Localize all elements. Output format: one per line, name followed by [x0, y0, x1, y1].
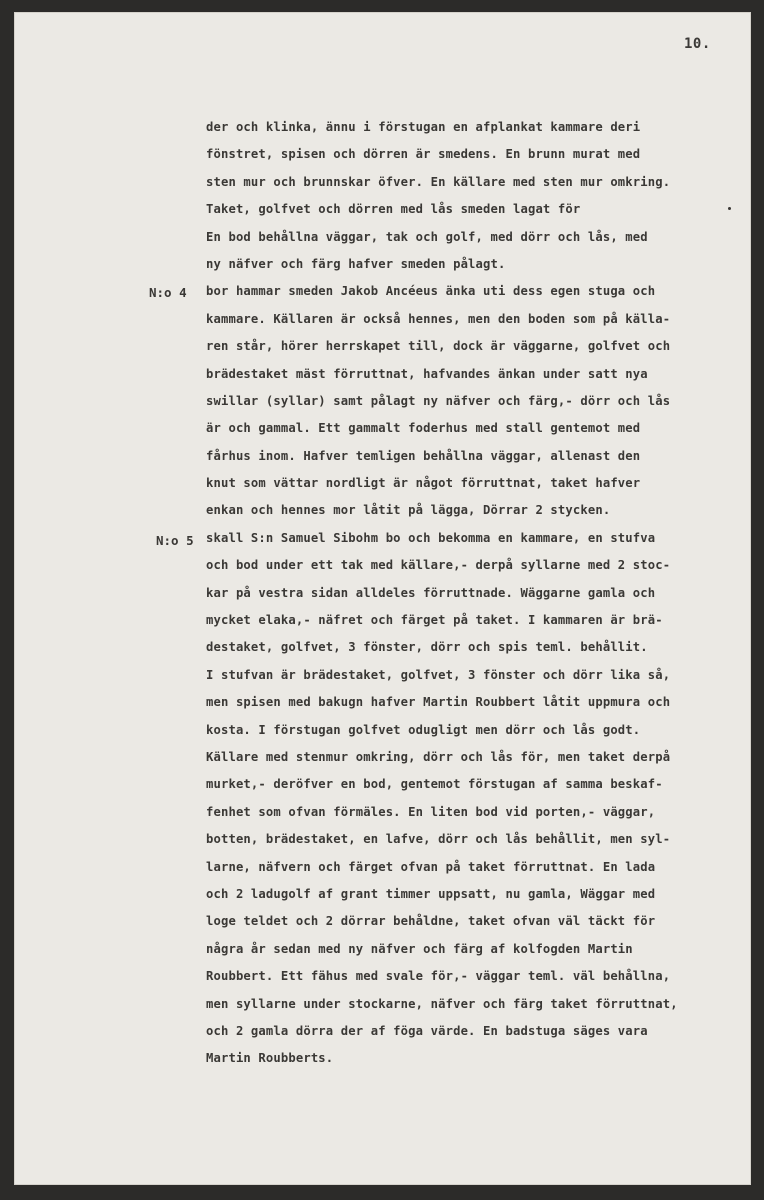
text-line: destaket, golfvet, 3 fönster, dörr och spis teml. behållit. — [206, 640, 648, 655]
text-line: der och klinka, ännu i förstugan en afplankat kammare deri — [206, 120, 641, 134]
text-line: enkan och hennes mor låtit på lägga, Dörrar 2 stycken. — [206, 503, 611, 518]
text-line: ren står, hörer herrskapet till, dock är väggarne, golfvet och — [206, 339, 671, 354]
text-line: bor hammar smeden Jakob Ancéeus änka uti dess egen stuga och — [206, 284, 656, 299]
document-page — [14, 12, 751, 1185]
entry-label-n5: N:o 5 — [156, 533, 194, 548]
text-line: sten mur och brunnskar öfver. En källare med sten mur omkring. — [206, 174, 671, 189]
text-line: kosta. I förstugan golfvet odugligt men dörr och lås godt. — [206, 722, 641, 737]
text-line: Taket, golfvet och dörren med lås smeden lagat för — [206, 202, 581, 217]
text-line: och bod under ett tak med källare,- derpå syllarne med 2 stoc- — [206, 558, 671, 573]
text-line: swillar (syllar) samt pålagt ny näfver och färg,- dörr och lås — [206, 393, 671, 408]
entry-label-n4: N:o 4 — [149, 285, 187, 300]
text-line: Källare med stenmur omkring, dörr och lås för, men taket derpå — [206, 749, 671, 764]
text-line: men syllarne under stockarne, näfver och färg taket förruttnat, — [206, 996, 678, 1011]
text-line: fenhet som ofvan förmäles. En liten bod vid porten,- väggar, — [206, 804, 656, 819]
text-line: kar på vestra sidan alldeles förruttnade. Wäggarne gamla och — [206, 585, 656, 600]
text-line: knut som vättar nordligt är något förruttnat, taket hafver — [206, 476, 641, 491]
text-line: En bod behållna väggar, tak och golf, med dörr och lås, med — [206, 229, 648, 244]
text-line: murket,- deröfver en bod, gentemot förstugan af samma beskaf- — [206, 777, 663, 792]
text-line: ny näfver och färg hafver smeden pålagt. — [206, 256, 506, 271]
text-line: fönstret, spisen och dörren är smedens. En brunn murat med — [206, 147, 641, 162]
typed-text-body — [206, 114, 736, 1073]
text-line: och 2 ladugolf af grant timmer uppsatt, nu gamla, Wäggar med — [206, 886, 656, 901]
text-line: några år sedan med ny näfver och färg af kolfogden Martin — [206, 941, 633, 956]
page-number: 10. — [684, 36, 711, 52]
text-line: men spisen med bakugn hafver Martin Roubbert låtit uppmura och — [206, 695, 671, 710]
text-line: fårhus inom. Hafver temligen behållna väggar, allenast den — [206, 448, 641, 463]
text-line: brädestaket mäst förruttnat, hafvandes änkan under satt nya — [206, 366, 648, 381]
text-line: I stufvan är brädestaket, golfvet, 3 fönster och dörr lika så, — [206, 667, 671, 682]
text-line: och 2 gamla dörra der af föga värde. En badstuga säges vara — [206, 1023, 648, 1038]
text-line: botten, brädestaket, en lafve, dörr och lås behållit, men syl- — [206, 832, 671, 847]
text-line: mycket elaka,- näfret och färget på taket. I kammaren är brä- — [206, 613, 663, 628]
text-line: kammare. Källaren är också hennes, men den boden som på källa- — [206, 311, 671, 326]
text-line: är och gammal. Ett gammalt foderhus med stall gentemot med — [206, 421, 641, 436]
text-line: loge teldet och 2 dörrar behåldne, taket ofvan väl täckt för — [206, 914, 656, 929]
text-line: Martin Roubberts. — [206, 1051, 334, 1066]
text-line: larne, näfvern och färget ofvan på taket förruttnat. En lada — [206, 859, 656, 874]
text-line: Roubbert. Ett fähus med svale för,- väggar teml. väl behållna, — [206, 969, 671, 984]
text-line: skall S:n Samuel Sibohm bo och bekomma en kammare, en stufva — [206, 530, 656, 545]
